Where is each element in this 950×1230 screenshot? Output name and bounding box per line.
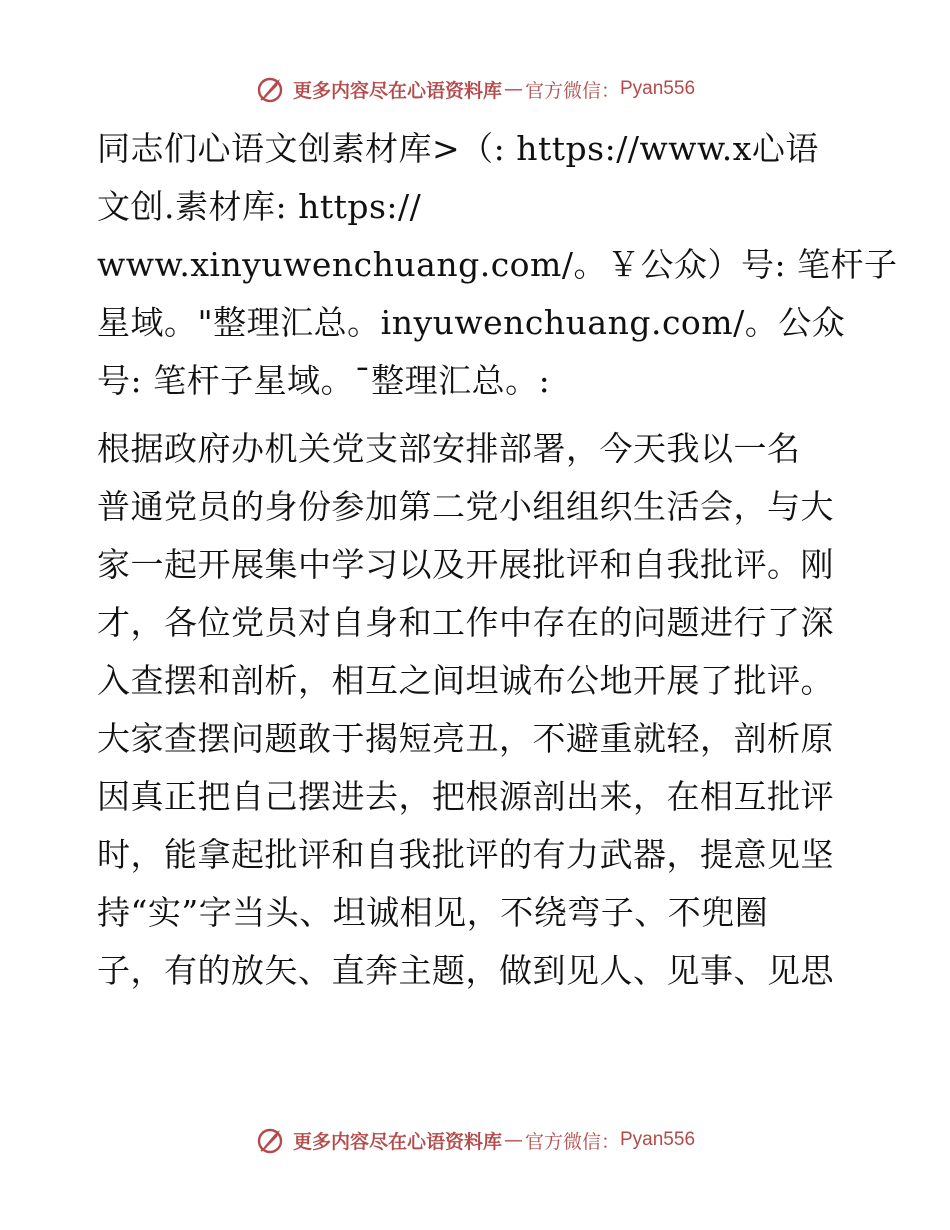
intro-line: 同志们心语文创素材库>（: https://www.x心语 (97, 129, 819, 168)
banner-official-label: 官方微信： (524, 79, 620, 102)
body-line: 大家查摆问题敢于揭短亮丑，不避重就轻，剖析原 (97, 719, 834, 758)
body-line: 入查摆和剖析，相互之间坦诚布公地开展了批评。 (97, 661, 834, 700)
body-line: 家一起开展集中学习以及开展批评和自我批评。刚 (97, 545, 834, 584)
body-paragraph (97, 420, 857, 1000)
banner-wechat-id: Pyan556 (620, 78, 696, 99)
body-line: 根据政府办机关党支部安排部署，今天我以一名 (97, 429, 801, 468)
body-line: 时，能拿起批评和自我批评的有力武器，提意见坚 (97, 835, 834, 874)
pen-nib-logo-icon (255, 1124, 287, 1156)
banner-main-text: 更多内容尽在心语资料库 (292, 1130, 502, 1153)
header-banner (0, 71, 950, 107)
intro-line: 星域。"整理汇总。inyuwenchuang.com/。公众 (97, 303, 846, 342)
body-line: 子，有的放矢、直奔主题，做到见人、见事、见思 (97, 951, 834, 990)
pen-nib-logo-icon (255, 73, 287, 105)
intro-line: 文创.素材库: https:// (97, 187, 422, 226)
intro-paragraph (97, 120, 898, 410)
intro-line: www.xinyuwenchuang.com/。￥公众）号: 笔杆子 (97, 245, 898, 284)
body-line: 持“实”字当头、坦诚相见，不绕弯子、不兜圈 (97, 893, 769, 932)
body-line: 因真正把自己摆进去，把根源剖出来，在相互批评 (97, 777, 834, 816)
footer-banner (0, 1122, 950, 1158)
intro-line: 号: 笔杆子星域。¯整理汇总。: (97, 361, 551, 400)
body-line: 普通党员的身份参加第二党小组组织生活会，与大 (97, 487, 834, 526)
banner-official-label: 官方微信： (524, 1130, 620, 1153)
banner-wechat-id: Pyan556 (620, 1129, 696, 1150)
banner-separator: — (503, 1129, 523, 1151)
banner-separator: — (503, 78, 523, 100)
banner-main-text: 更多内容尽在心语资料库 (292, 79, 502, 102)
body-line: 才，各位党员对自身和工作中存在的问题进行了深 (97, 603, 834, 642)
